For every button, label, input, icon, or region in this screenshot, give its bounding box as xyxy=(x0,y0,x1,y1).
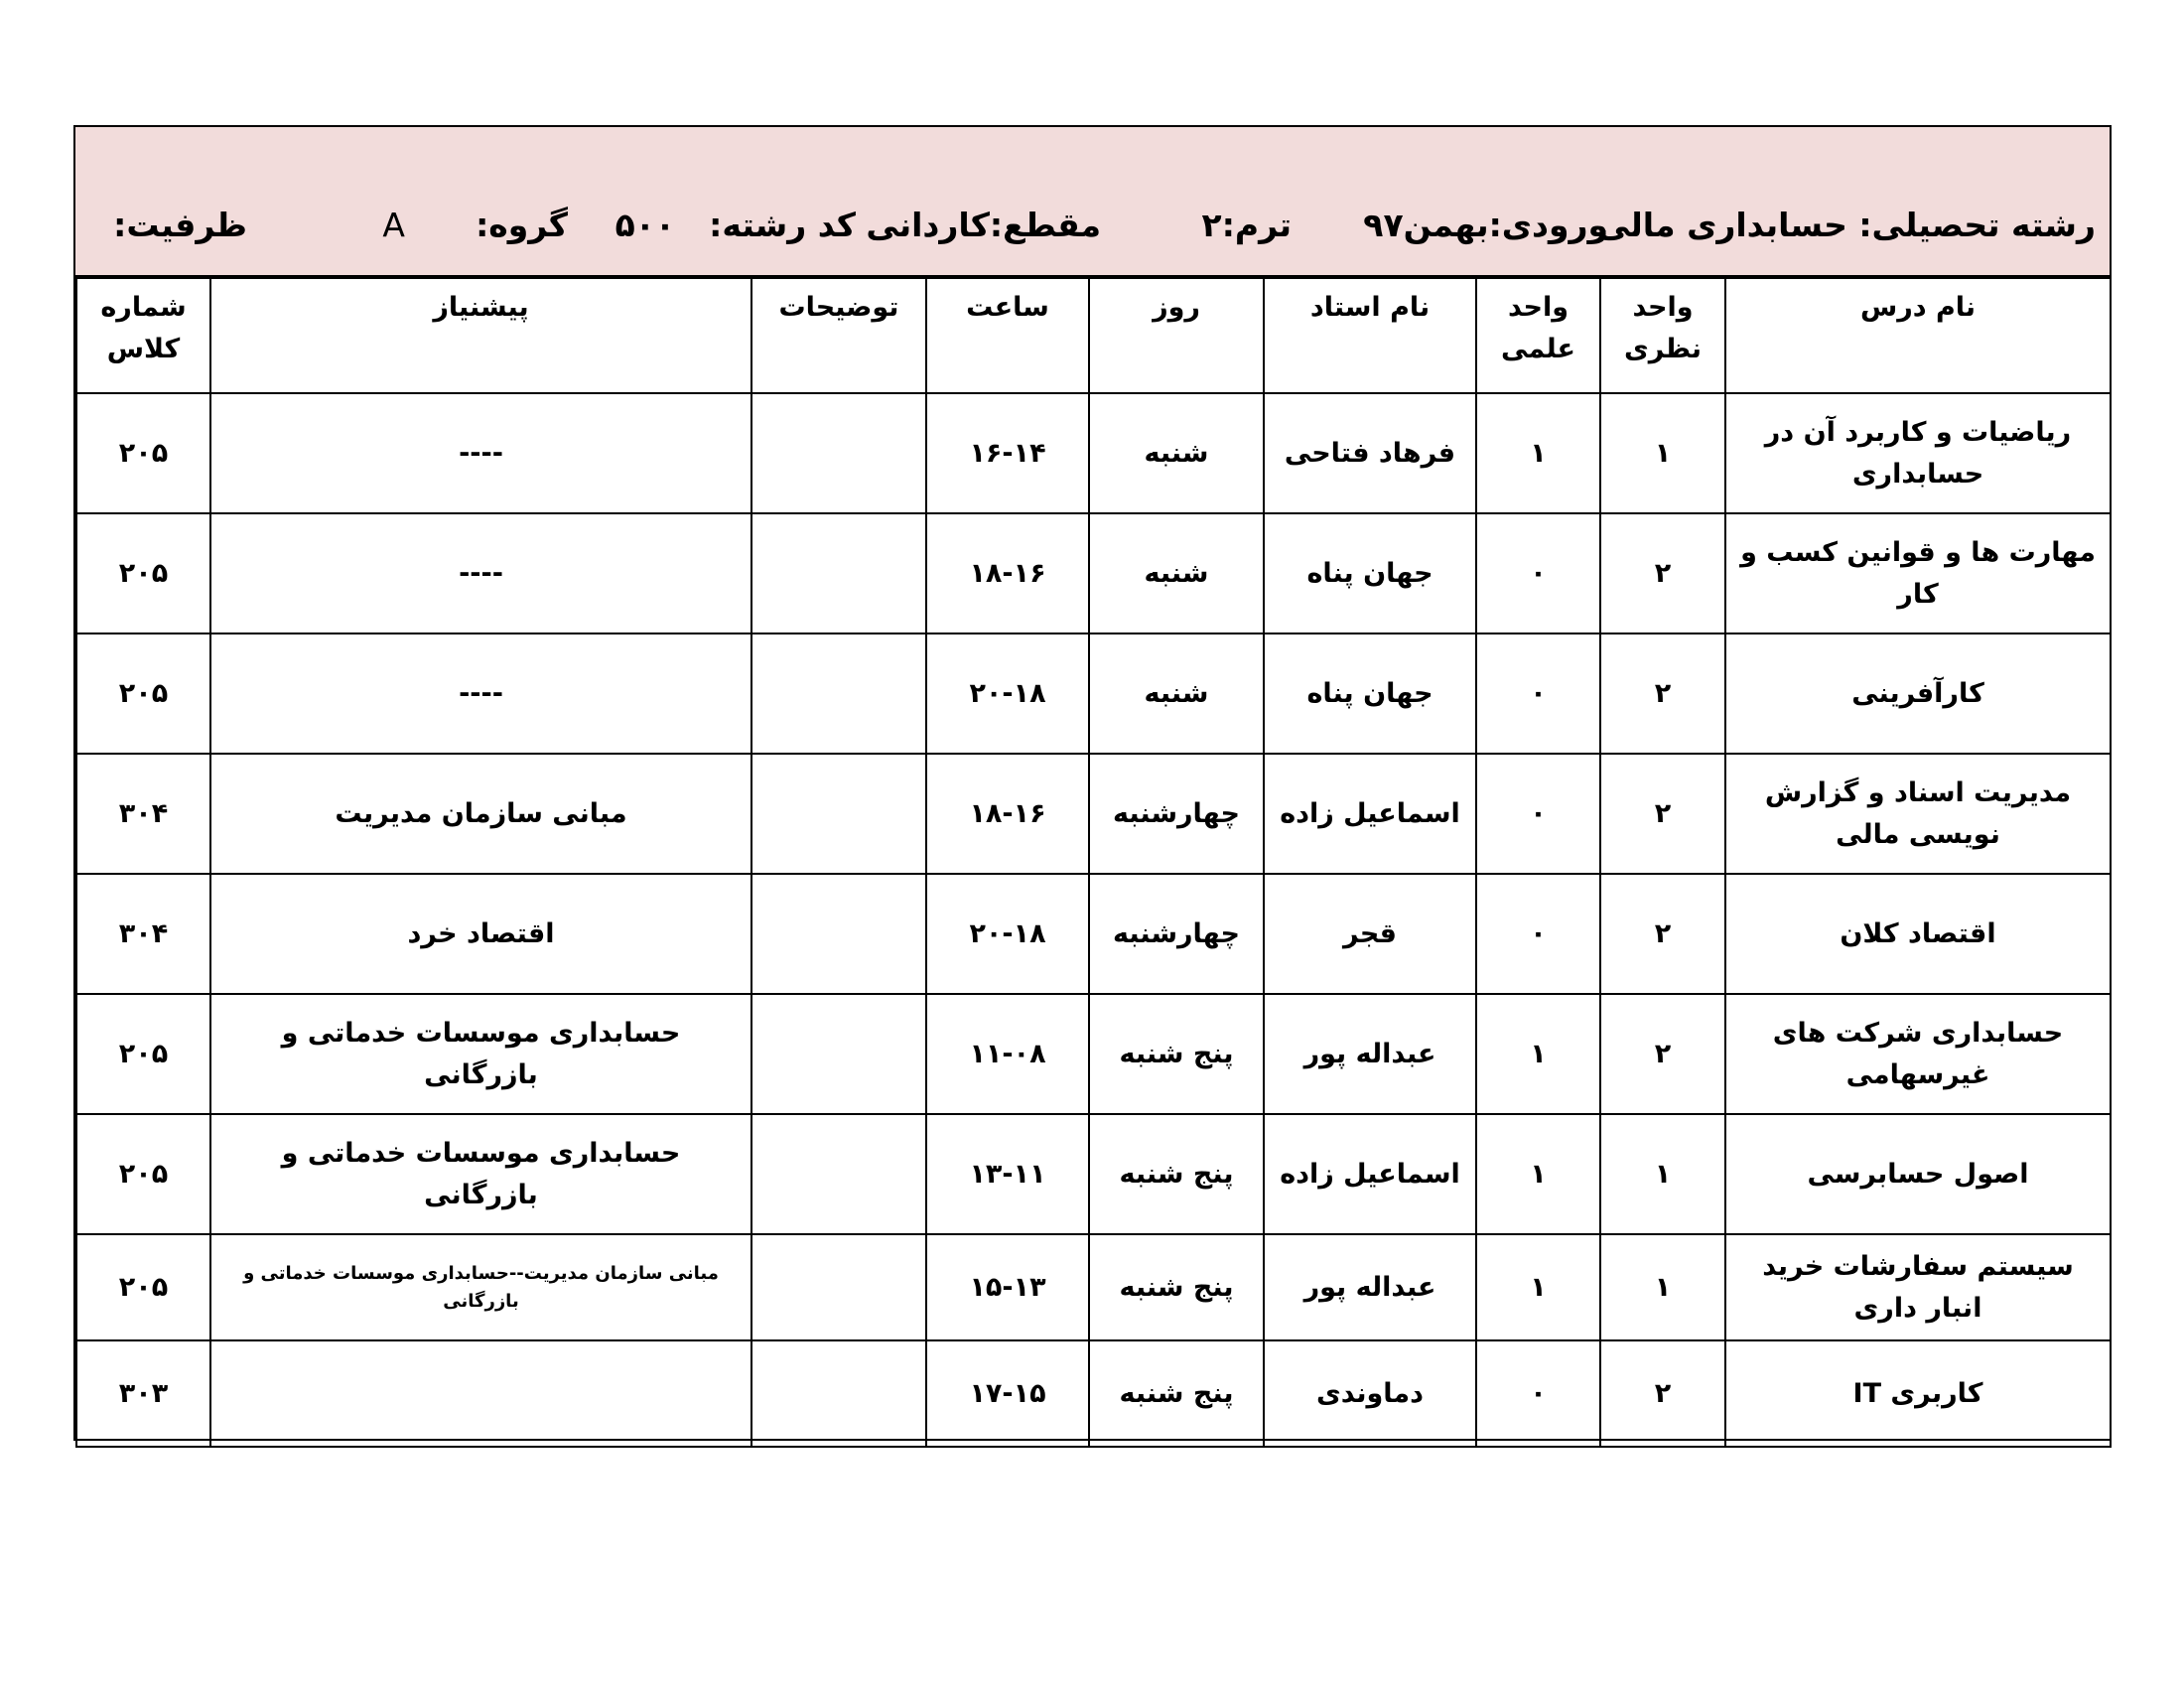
class-number-cell: ۲۰۵ xyxy=(76,1234,210,1340)
theory-units-cell: ۱ xyxy=(1600,393,1725,513)
course-name-cell: کارآفرینی xyxy=(1725,633,2111,754)
prerequisite-cell: حسابداری موسسات خدماتی و بازرگانی xyxy=(210,1114,751,1234)
col-teacher: نام استاد xyxy=(1264,278,1476,393)
course-name-cell: مدیریت اسناد و گزارش نویسی مالی xyxy=(1725,754,2111,874)
col-practical-units: واحد علمی xyxy=(1476,278,1600,393)
prerequisite-cell: حسابداری موسسات خدماتی و بازرگانی xyxy=(210,994,751,1114)
group-value: A xyxy=(382,206,405,244)
practical-units-cell: ۰ xyxy=(1476,633,1600,754)
notes-cell xyxy=(751,874,926,994)
teacher-cell: جهان پناه xyxy=(1264,633,1476,754)
field-code-value: ۵۰۰ xyxy=(614,206,675,244)
course-name-cell: اصول حسابرسی xyxy=(1725,1114,2111,1234)
class-number-cell: ۳۰۴ xyxy=(76,754,210,874)
col-notes: توضیحات xyxy=(751,278,926,393)
time-cell: ۱۸-۱۶ xyxy=(926,754,1089,874)
col-day: روز xyxy=(1089,278,1264,393)
course-name-cell: حسابداری شرکت های غیرسهامی xyxy=(1725,994,2111,1114)
table-row xyxy=(76,1340,2111,1447)
time-cell: ۱۳-۱۱ xyxy=(926,1114,1089,1234)
class-number-cell: ۲۰۵ xyxy=(76,633,210,754)
table-row xyxy=(76,1114,2111,1234)
teacher-cell: جهان پناه xyxy=(1264,513,1476,633)
capacity-label: ظرفیت: xyxy=(113,206,247,244)
table-row xyxy=(76,874,2111,994)
day-cell: شنبه xyxy=(1089,633,1264,754)
practical-units-cell: ۰ xyxy=(1476,1340,1600,1447)
class-number-cell: ۲۰۵ xyxy=(76,994,210,1114)
theory-units-cell: ۲ xyxy=(1600,874,1725,994)
term: ترم:۲ xyxy=(1201,206,1292,244)
field-of-study: رشته تحصیلی: حسابداری مالی xyxy=(1597,206,2096,244)
theory-units-cell: ۲ xyxy=(1600,754,1725,874)
theory-units-cell: ۱ xyxy=(1600,1114,1725,1234)
day-cell: پنج شنبه xyxy=(1089,994,1264,1114)
practical-units-cell: ۱ xyxy=(1476,994,1600,1114)
time-cell: ۱۸-۱۶ xyxy=(926,513,1089,633)
time-cell: ۲۰-۱۸ xyxy=(926,874,1089,994)
table-row xyxy=(76,393,2111,513)
prerequisite-cell: مبانی سازمان مدیریت--حسابداری موسسات خدماتی و بازرگانی xyxy=(210,1234,751,1340)
table-row xyxy=(76,633,2111,754)
notes-cell xyxy=(751,633,926,754)
prerequisite-cell: ---- xyxy=(210,393,751,513)
teacher-cell: قجر xyxy=(1264,874,1476,994)
practical-units-cell: ۰ xyxy=(1476,513,1600,633)
course-table xyxy=(75,277,2112,1448)
notes-cell xyxy=(751,513,926,633)
notes-cell xyxy=(751,1114,926,1234)
day-cell: چهارشنبه xyxy=(1089,874,1264,994)
practical-units-cell: ۱ xyxy=(1476,1114,1600,1234)
prerequisite-cell: ---- xyxy=(210,633,751,754)
practical-units-cell: ۱ xyxy=(1476,393,1600,513)
practical-units-cell: ۱ xyxy=(1476,1234,1600,1340)
theory-units-cell: ۲ xyxy=(1600,513,1725,633)
col-theory-units: واحد نظری xyxy=(1600,278,1725,393)
day-cell: پنج شنبه xyxy=(1089,1234,1264,1340)
theory-units-cell: ۱ xyxy=(1600,1234,1725,1340)
degree-level: مقطع:کاردانی xyxy=(866,206,1101,244)
prerequisite-cell: اقتصاد خرد xyxy=(210,874,751,994)
time-cell: ۱۱-۰۸ xyxy=(926,994,1089,1114)
table-row xyxy=(76,994,2111,1114)
field-code-label: کد رشته: xyxy=(709,206,856,244)
day-cell: شنبه xyxy=(1089,513,1264,633)
course-name-cell: مهارت ها و قوانین کسب و کار xyxy=(1725,513,2111,633)
class-number-cell: ۲۰۵ xyxy=(76,1114,210,1234)
prerequisite-cell xyxy=(210,1340,751,1447)
notes-cell xyxy=(751,1340,926,1447)
teacher-cell: عبداله پور xyxy=(1264,1234,1476,1340)
teacher-cell: عبداله پور xyxy=(1264,994,1476,1114)
table-header-row xyxy=(76,278,2111,393)
teacher-cell: دماوندی xyxy=(1264,1340,1476,1447)
header-band xyxy=(75,127,2110,277)
theory-units-cell: ۲ xyxy=(1600,1340,1725,1447)
entry-date: ورودی:بهمن۹۷ xyxy=(1363,206,1608,244)
course-name-cell: ریاضیات و کاربرد آن در حسابداری xyxy=(1725,393,2111,513)
time-cell: ۱۶-۱۴ xyxy=(926,393,1089,513)
col-prerequisite: پیشنیاز xyxy=(210,278,751,393)
theory-units-cell: ۲ xyxy=(1600,633,1725,754)
teacher-cell: اسماعیل زاده xyxy=(1264,1114,1476,1234)
class-number-cell: ۲۰۵ xyxy=(76,513,210,633)
class-number-cell: ۳۰۴ xyxy=(76,874,210,994)
col-course-name: نام درس xyxy=(1725,278,2111,393)
prerequisite-cell: ---- xyxy=(210,513,751,633)
class-number-cell: ۲۰۵ xyxy=(76,393,210,513)
course-name-cell: اقتصاد کلان xyxy=(1725,874,2111,994)
day-cell: پنج شنبه xyxy=(1089,1340,1264,1447)
schedule-sheet xyxy=(73,125,2112,1441)
time-cell: ۱۷-۱۵ xyxy=(926,1340,1089,1447)
day-cell: پنج شنبه xyxy=(1089,1114,1264,1234)
prerequisite-cell: مبانی سازمان مدیریت xyxy=(210,754,751,874)
class-number-cell: ۳۰۳ xyxy=(76,1340,210,1447)
theory-units-cell: ۲ xyxy=(1600,994,1725,1114)
course-name-cell: کاربری IT xyxy=(1725,1340,2111,1447)
col-time: ساعت xyxy=(926,278,1089,393)
col-class-number: شماره کلاس xyxy=(76,278,210,393)
notes-cell xyxy=(751,754,926,874)
group-label: گروه: xyxy=(476,206,568,244)
time-cell: ۲۰-۱۸ xyxy=(926,633,1089,754)
teacher-cell: اسماعیل زاده xyxy=(1264,754,1476,874)
table-row xyxy=(76,513,2111,633)
teacher-cell: فرهاد فتاحی xyxy=(1264,393,1476,513)
time-cell: ۱۵-۱۳ xyxy=(926,1234,1089,1340)
practical-units-cell: ۰ xyxy=(1476,874,1600,994)
course-name-cell: سیستم سفارشات خرید انبار داری xyxy=(1725,1234,2111,1340)
notes-cell xyxy=(751,994,926,1114)
practical-units-cell: ۰ xyxy=(1476,754,1600,874)
table-row xyxy=(76,1234,2111,1340)
day-cell: شنبه xyxy=(1089,393,1264,513)
notes-cell xyxy=(751,1234,926,1340)
notes-cell xyxy=(751,393,926,513)
table-row xyxy=(76,754,2111,874)
day-cell: چهارشنبه xyxy=(1089,754,1264,874)
